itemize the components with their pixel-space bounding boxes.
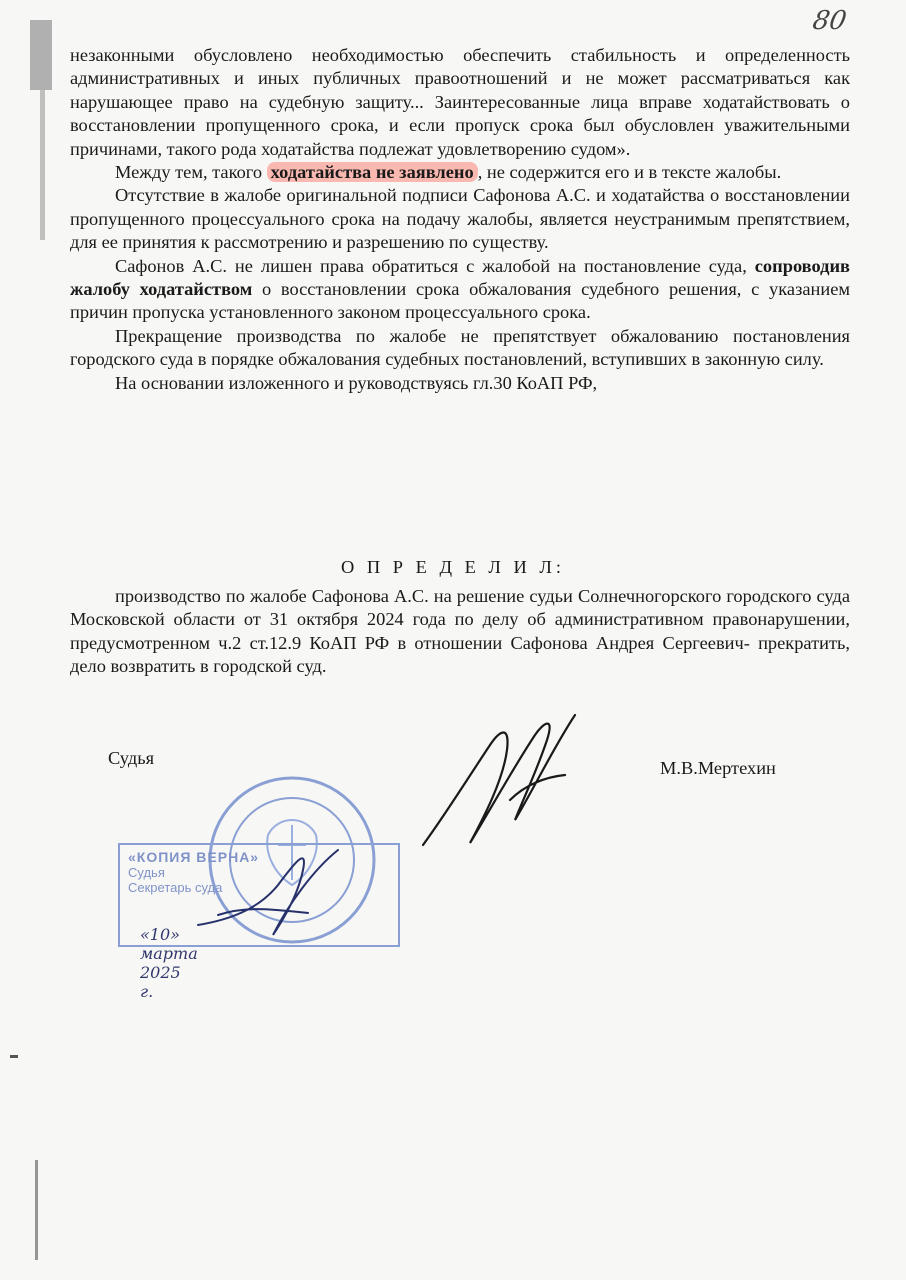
paragraph-no-petition xyxy=(70,161,850,184)
text-fragment: о восстановлении срока обжалования судебного решения, с указанием причин пропуска установленного законом процессуального срока. xyxy=(70,279,850,323)
scan-edge-mark xyxy=(35,1160,38,1260)
stamp-title: «КОПИЯ ВЕРНА» xyxy=(128,849,260,865)
decree-paragraph: производство по жалобе Сафонова А.С. на решение судьи Солнечногорского городского суда Московской области от 31 октября 2024 года по делу об административном правонарушении, предусмотренном ч.2 ст.12.9 КоАП РФ в отношении Сафонова Андрея Сергеевич- прекратить, дело возвратить в городской суд. xyxy=(70,586,850,677)
scan-edge-mark xyxy=(30,20,52,90)
text-fragment: , не содержится его и в тексте жалобы. xyxy=(477,162,782,183)
paragraph-termination: Прекращение производства по жалобе не препятствует обжалованию постановления городского суда в порядке обжалования судебных постановлений, вступивших в законную силу. xyxy=(70,325,850,370)
stamp-handwritten-date: «10» марта 2025 г. xyxy=(140,925,198,1001)
text-fragment: Сафонов А.С. не лишен права обратиться с жалобой на постановление суда, xyxy=(115,255,755,276)
stamp-line-secretary: Секретарь суда xyxy=(128,880,223,895)
paragraph-obstacle: Отсутствие в жалобе оригинальной подписи Сафонова А.С. и ходатайства о восстановлении пропущенного процессуального срока на подачу жалобы, является неустранимым препятствием, для ее принятия к рассмотрению и разрешению по существу. xyxy=(70,185,850,253)
page-number: 80 xyxy=(810,6,849,36)
decree-heading: О П Р Е Д Е Л И Л: xyxy=(341,557,565,577)
paragraph-right-to-appeal xyxy=(70,255,850,325)
bold-phrase: сопроводив жалобу ходатайством xyxy=(70,255,850,300)
text-fragment: Между тем, такого xyxy=(115,162,267,183)
judge-name: М.В.Мертехин xyxy=(660,758,776,778)
judge-signature xyxy=(415,705,595,855)
stamp-line-judge: Судья xyxy=(128,865,165,880)
judge-label: Судья xyxy=(108,748,155,768)
scan-edge-mark xyxy=(10,1055,18,1058)
scan-edge-mark xyxy=(40,90,45,240)
highlighted-phrase: ходатайства не заявлено xyxy=(267,162,478,182)
decree-body xyxy=(70,585,850,679)
paragraph-quote-end: незаконными обусловлено необходимостью обеспечить стабильность и определенность административных и иных публичных правоотношений и не может рассматриваться как нарушающее право на судебную защиту... Заинтересованные лица вправе ходатайствовать о восстановлении пропущенного срока, и если пропуск срока был обусловлен уважительными причинами, такого рода ходатайства подлежат удовлетворению судом». xyxy=(70,45,850,159)
document-body xyxy=(70,44,850,395)
paragraph-basis: На основании изложенного и руководствуясь гл.30 КоАП РФ, xyxy=(115,372,598,393)
stamp-signature xyxy=(188,825,348,945)
